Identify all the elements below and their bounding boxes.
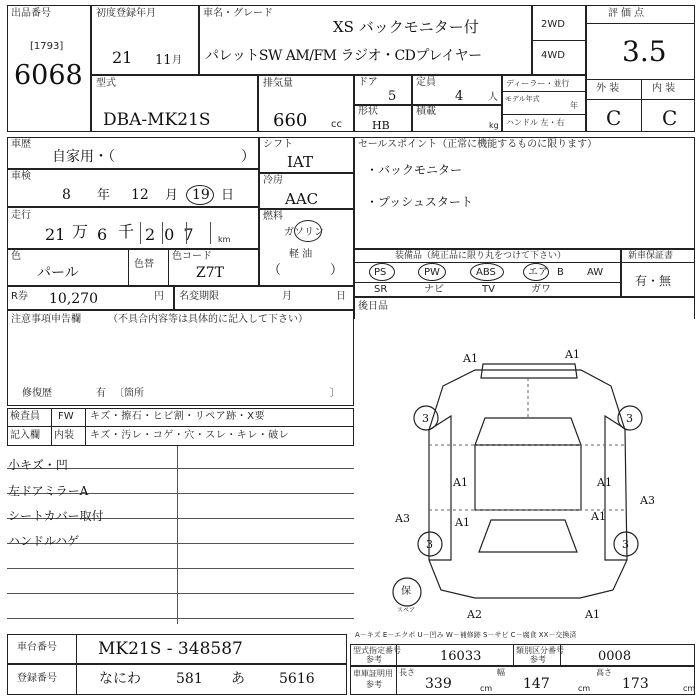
note-line-3: シートカバー取付 [8, 509, 104, 523]
cert-ref-label-2: 参考 [366, 655, 382, 664]
inspector-fw-items: キズ・擦石・ヒビ割・リペア跡・X要 [90, 411, 265, 422]
inspection-month-unit: 月 [165, 188, 179, 203]
class-ref-label-2: 参考 [530, 655, 546, 664]
mileage-label: 走行 [11, 210, 31, 221]
mark-a3-right: A3 [640, 494, 655, 507]
equip-ps-circle [369, 263, 395, 281]
name-change-month: 月 [282, 291, 292, 302]
lot-label: 出品番号 [11, 8, 51, 19]
inspector-in: 内装 [54, 430, 74, 441]
mark-a2-rear: A2 [467, 608, 482, 621]
equip-b: B [557, 267, 564, 278]
registration-number: 5616 [279, 671, 315, 687]
windshield [475, 418, 581, 445]
fuel-paren-right: ） [330, 263, 344, 278]
usage-close: ） [241, 149, 255, 165]
dealer-label: ディーラー・並行 [506, 79, 570, 88]
note-line-4: ハンドルハゲ [8, 534, 80, 548]
first-reg-year: 21 [112, 48, 133, 67]
inspection-day: 19 [192, 187, 210, 203]
fuel-gasoline-circle [294, 220, 322, 242]
inspection-month: 12 [131, 187, 149, 203]
mark-a1-left-front: A1 [453, 476, 468, 489]
mileage-man: 21 [45, 225, 66, 244]
displacement-unit: cc [331, 119, 342, 130]
shape-label: 形状 [358, 106, 378, 117]
first-reg-month: 11 [155, 53, 172, 68]
inspector-in-items: キズ・汚レ・コゲ・穴・スレ・キレ・破レ [90, 430, 290, 441]
displacement-value: 660 [273, 110, 308, 131]
equip-navi: ナビ [424, 284, 444, 295]
dims-label-1: 車庫証明用 [353, 669, 393, 678]
sales-point-1: ・バックモニター [366, 163, 463, 177]
equipment-label: 装備品（純正品に限り丸をつけて下さい） [395, 251, 567, 261]
mark-a1-front-right: A1 [565, 348, 580, 361]
lot-sub: [1793] [30, 41, 64, 52]
color-code-label: 色コード [172, 251, 212, 262]
equip-aw: AW [587, 267, 604, 278]
mileage-rest: 207 [145, 225, 203, 244]
warranty-label: 新車保証書 [628, 251, 674, 261]
capacity-label: 定員 [416, 77, 436, 88]
chassis-value: MK21S - 348587 [98, 639, 243, 659]
equip-air: エア [528, 267, 548, 278]
color-value: パール [37, 265, 79, 281]
spare-mark: 保 [401, 586, 411, 597]
aircon-label: 冷房 [263, 175, 283, 186]
legend: A－キズ E－エクボ U－凹み W－補修跡 S－サビ C－腐食 XX－交換済 [355, 631, 577, 639]
inspection-label: 車検 [11, 171, 31, 182]
score-ext: C [606, 106, 622, 130]
cert-ref-label-1: 型式指定番号 [353, 646, 401, 655]
chassis-label: 車台番号 [17, 642, 57, 653]
inspector-fw: FW [58, 411, 74, 422]
rear-window [479, 520, 577, 552]
dims-label-2: 参考 [366, 680, 382, 689]
repair-bracket: 〔箇所 [114, 388, 144, 399]
roof [475, 445, 581, 510]
mileage-sen-unit: 千 [118, 222, 135, 241]
mileage-unit: km [218, 235, 231, 244]
registration-kana: あ [231, 671, 245, 687]
shift-label: シフト [263, 139, 293, 150]
mark-a1-front-left: A1 [463, 352, 478, 365]
r-ticket-value: 10,270 [49, 291, 98, 307]
doors-value: 5 [388, 89, 397, 104]
capacity-value: 4 [455, 89, 464, 104]
later-docs-label: 後日品 [358, 301, 388, 312]
inspection-day-unit: 日 [221, 188, 235, 203]
lot-number: 6068 [14, 60, 83, 91]
first-reg-label: 初度登録年月 [96, 8, 156, 19]
dims-width-label: 幅 [497, 668, 505, 677]
displacement-label: 排気量 [263, 78, 293, 89]
wheel-fr-label: 3 [626, 412, 633, 425]
equip-tv: TV [482, 284, 495, 295]
r-ticket-label: R券 [11, 291, 28, 302]
dims-height-unit: cm [683, 684, 696, 693]
load-unit: kg [489, 121, 499, 130]
sales-point-2: ・プッシュスタート [366, 195, 473, 209]
score-int: C [662, 106, 678, 130]
dims-length-label: 長さ [399, 668, 415, 677]
note-line-1: 小キズ・凹 [8, 458, 68, 472]
load-label: 積載 [416, 106, 436, 117]
dims-length: 339 [425, 676, 452, 692]
score-ext-label: 外 装 [596, 83, 620, 94]
shift-value: IAT [287, 153, 313, 171]
equip-pw-circle [418, 263, 446, 281]
fuel-label: 燃料 [263, 211, 283, 222]
name-change-label: 名変期限 [179, 291, 219, 302]
inspector-label-1: 検査員 [10, 411, 40, 422]
repair-close: 〕 [330, 388, 340, 399]
inspection-year-unit: 年 [97, 188, 111, 203]
mark-a1-center: A1 [455, 516, 470, 529]
dealer-model-year: モデル年式 [505, 95, 540, 103]
equip-abs-circle [470, 263, 504, 281]
aircon-value: AAC [285, 190, 319, 208]
color-code: Z7T [196, 265, 224, 281]
doors-label: ドア [358, 77, 378, 88]
spare-label: スペア [397, 607, 416, 614]
usage-value: 自家用・（ [52, 149, 115, 165]
equip-abs: ABS [476, 267, 496, 278]
first-reg-month-unit: 月 [172, 55, 182, 66]
repair-has: 有 [96, 388, 106, 399]
r-ticket-unit: 円 [154, 291, 164, 302]
repair-label: 修復歴 [22, 388, 52, 399]
drive-2wd: 2WD [541, 19, 565, 30]
fuel-paren-left: （ [268, 263, 282, 278]
capacity-unit: 人 [488, 92, 498, 103]
sales-points-label: セールスポイント（正常に機能するものに限ります） [358, 139, 598, 150]
score-int-label: 内 装 [652, 83, 676, 94]
mark-a3-left: A3 [395, 512, 410, 525]
dims-width: 147 [523, 676, 550, 692]
dims-length-unit: cm [480, 684, 493, 693]
car-grade: XS バックモニター付 [333, 18, 479, 36]
front-bumper [481, 364, 577, 378]
car-name-label: 車名・グレード [203, 8, 273, 19]
car-name: パレットSW AM/FM ラジオ・CDプレイヤー [205, 48, 482, 64]
dims-height-label: 高さ [596, 668, 612, 677]
mileage-man-unit: 万 [72, 222, 89, 241]
dims-height: 173 [622, 676, 649, 692]
color-change-label: 色替 [134, 259, 154, 270]
fuel-gasoline: ガソリン [284, 227, 324, 238]
wheel-rl-label: 3 [426, 538, 433, 551]
inspection-day-circle [186, 185, 214, 205]
mileage-sen: 6 [97, 225, 108, 244]
mark-a1-rear-bottom: A1 [585, 608, 600, 621]
equip-air-circle [523, 263, 549, 281]
mark-a1-rear-right: A1 [591, 510, 606, 523]
class-ref-label-1: 類別区分番号 [516, 646, 564, 655]
inspection-year: 8 [62, 187, 71, 203]
note-line-2: 左ドアミラーA [8, 484, 89, 498]
inspector-label-2: 記入欄 [10, 430, 40, 441]
cert-ref-value: 16033 [440, 649, 482, 664]
model-label: 型式 [96, 78, 116, 89]
notes-label: 注意事項申告欄 [11, 314, 81, 325]
score-value: 3.5 [622, 35, 667, 68]
score-label: 評価点 [608, 8, 647, 19]
equip-gawa: ガワ [531, 284, 551, 295]
notes-hint: （不具合内容等は具体的に記入して下さい） [108, 314, 308, 325]
wheel-fl-label: 3 [422, 412, 429, 425]
equip-pw: PW [424, 267, 440, 278]
class-ref-value: 0008 [598, 649, 632, 664]
equip-ps: PS [374, 267, 387, 278]
dealer-year-unit: 年 [570, 101, 578, 110]
dealer-handle: ハンドル 左・右 [506, 118, 565, 127]
warranty-value: 有・無 [635, 274, 672, 288]
sales-points-box [354, 137, 695, 249]
registration-city: なにわ [99, 671, 141, 687]
mark-a1-right-front: A1 [597, 476, 612, 489]
color-label: 色 [11, 251, 21, 262]
car-damage-diagram [355, 320, 695, 630]
dims-width-unit: cm [578, 684, 591, 693]
registration-class: 581 [176, 671, 203, 687]
equip-sr: SR [374, 284, 388, 295]
drive-4wd: 4WD [541, 50, 565, 61]
registration-label: 登録番号 [17, 673, 57, 684]
later-docs-box [354, 297, 695, 319]
wheel-rr-label: 3 [622, 538, 629, 551]
fuel-diesel: 軽 油 [289, 249, 313, 260]
usage-label: 車歴 [11, 139, 31, 150]
name-change-day: 日 [336, 291, 346, 302]
model-value: DBA-MK21S [103, 110, 211, 130]
usage-box [7, 137, 259, 169]
shape-value: HB [372, 119, 390, 132]
